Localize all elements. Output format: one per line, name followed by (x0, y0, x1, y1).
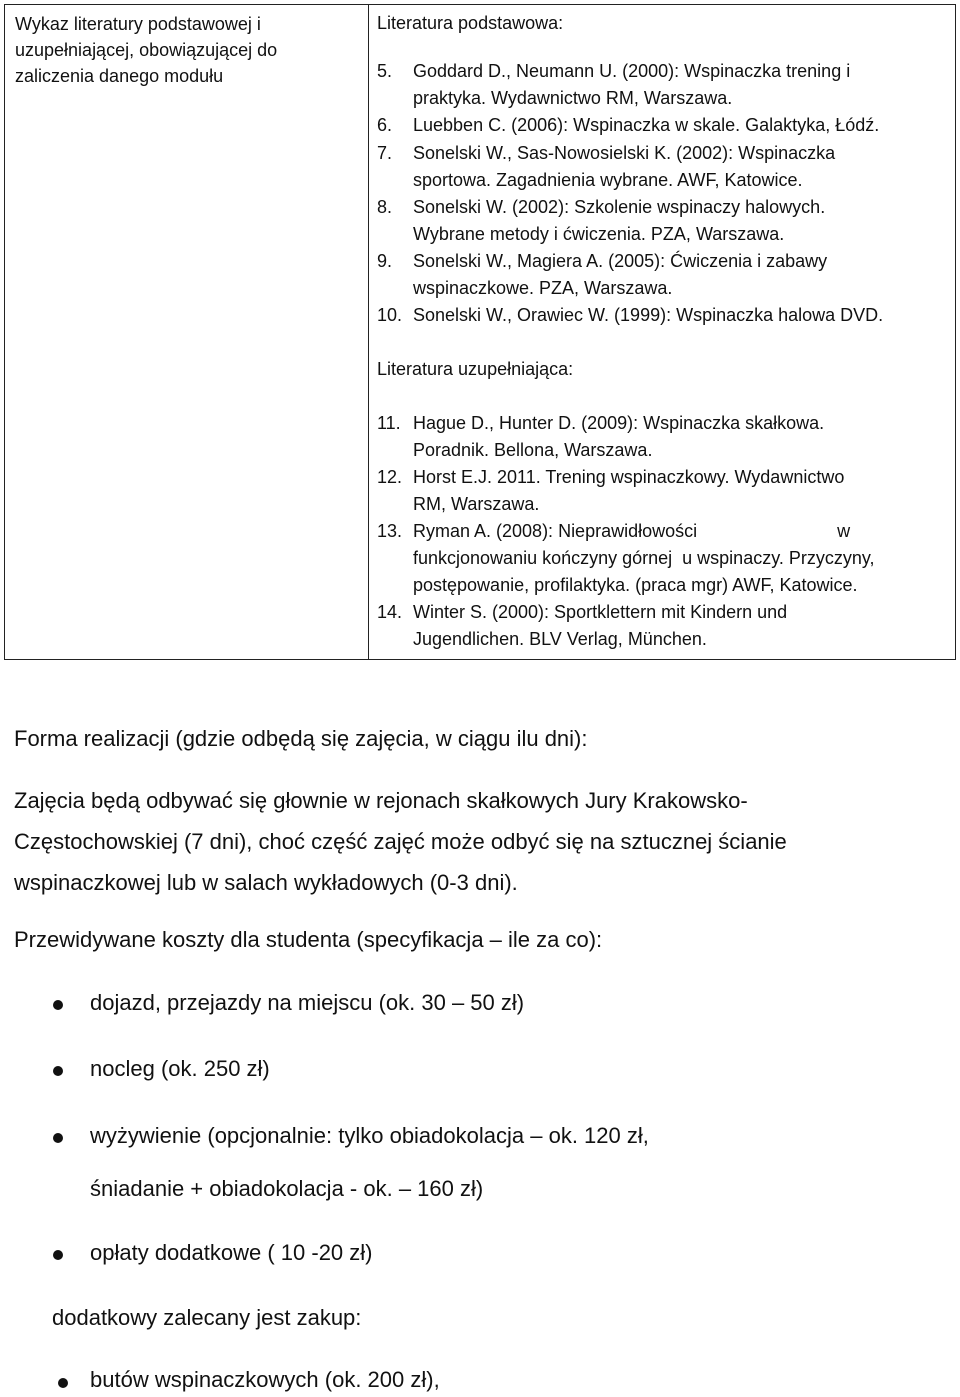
list-item-number: 10. (377, 305, 403, 325)
bullet-icon (53, 1250, 63, 1260)
forma-heading: Forma realizacji (gdzie odbędą się zajęcia, w ciągu ilu dni): (14, 726, 588, 751)
list-item-number: 13. (377, 521, 403, 541)
list-item-line: sportowa. Zagadnienia wybrane. AWF, Katowice. (413, 170, 803, 190)
list-item-number: 6. (377, 115, 393, 135)
list-item-line: wspinaczkowe. PZA, Warszawa. (413, 278, 673, 298)
list-item-line: Wybrane metody i ćwiczenia. PZA, Warszawa. (413, 224, 785, 244)
list-item-line: Sonelski W., Sas-Nowosielski K. (2002): Wspinaczka (413, 143, 836, 163)
list-item-number: 11. (377, 413, 401, 433)
koszty-heading: Przewidywane koszty dla studenta (specyfikacja – ile za co): (14, 927, 603, 952)
label-line: zaliczenia danego modułu (15, 66, 224, 86)
label-line: Wykaz literatury podstawowej i (15, 14, 261, 34)
forma-paragraph-line: Częstochowskiej (7 dni), choć część zajęć może odbyć się na sztucznej ścianie (14, 829, 787, 854)
list-item-line: Horst E.J. 2011. Trening wspinaczkowy. Wydawnictwo (413, 467, 845, 487)
list-item-line: Sonelski W. (2002): Szkolenie wspinaczy halowych. (413, 197, 826, 217)
cost-item-continuation: śniadanie + obiadokolacja - ok. – 160 zł) (90, 1176, 484, 1201)
list-item-number: 8. (377, 197, 393, 217)
literature-label-cell (15, 11, 355, 89)
list-item-line: Hague D., Hunter D. (2009): Wspinaczka skałkowa. (413, 413, 825, 433)
list-item-number: 14. (377, 602, 403, 622)
supplementary-literature-heading: Literatura uzupełniająca: (377, 359, 574, 379)
label-line: uzupełniającej, obowiązującej do (15, 40, 278, 60)
table-divider (368, 5, 369, 659)
forma-paragraph-line: Zajęcia będą odbywać się głownie w rejonach skałkowych Jury Krakowsko- (14, 788, 748, 813)
cost-item: dojazd, przejazdy na miejscu (ok. 30 – 50 zł) (90, 990, 525, 1015)
list-item-line: postępowanie, profilaktyka. (praca mgr) AWF, Katowice. (413, 575, 858, 595)
forma-paragraph-line: wspinaczkowej lub w salach wykładowych (0-3 dni). (14, 870, 518, 895)
list-item-line: Luebben C. (2006): Wspinaczka w skale. Galaktyka, Łódź. (413, 115, 880, 135)
list-item-line: RM, Warszawa. (413, 494, 540, 514)
list-item-line: Sonelski W., Magiera A. (2005): Ćwiczenia i zabawy (413, 251, 828, 271)
cost-item: wyżywienie (opcjonalnie: tylko obiadokolacja – ok. 120 zł, (90, 1123, 649, 1148)
list-item-line: Sonelski W., Orawiec W. (1999): Wspinaczka halowa DVD. (413, 305, 884, 325)
list-item-line: funkcjonowaniu kończyny górnej u wspinaczy. Przyczyny, (413, 548, 875, 568)
extra-item: butów wspinaczkowych (ok. 200 zł), (90, 1367, 440, 1392)
list-item-line: praktyka. Wydawnictwo RM, Warszawa. (413, 88, 733, 108)
list-item-number: 5. (377, 61, 393, 81)
bullet-icon (53, 1000, 63, 1010)
cost-item: nocleg (ok. 250 zł) (90, 1056, 270, 1081)
list-item-number: 7. (377, 143, 393, 163)
list-item-line: Ryman A. (2008): Nieprawidłowości w (413, 521, 851, 541)
extra-purchase-heading: dodatkowy zalecany jest zakup: (52, 1305, 362, 1330)
literature-table (4, 4, 956, 660)
list-item-number: 12. (377, 467, 403, 487)
list-item-line: Winter S. (2000): Sportklettern mit Kindern und (413, 602, 788, 622)
list-item-number: 9. (377, 251, 393, 271)
list-item-line: Poradnik. Bellona, Warszawa. (413, 440, 653, 460)
bullet-icon (53, 1133, 63, 1143)
bullet-icon (58, 1378, 68, 1388)
basic-literature-heading: Literatura podstawowa: (377, 13, 564, 33)
cost-item: opłaty dodatkowe ( 10 -20 zł) (90, 1240, 373, 1265)
list-item-line: Jugendlichen. BLV Verlag, München. (413, 629, 707, 649)
list-item-line: Goddard D., Neumann U. (2000): Wspinaczka trening i (413, 61, 851, 81)
bullet-icon (53, 1066, 63, 1076)
